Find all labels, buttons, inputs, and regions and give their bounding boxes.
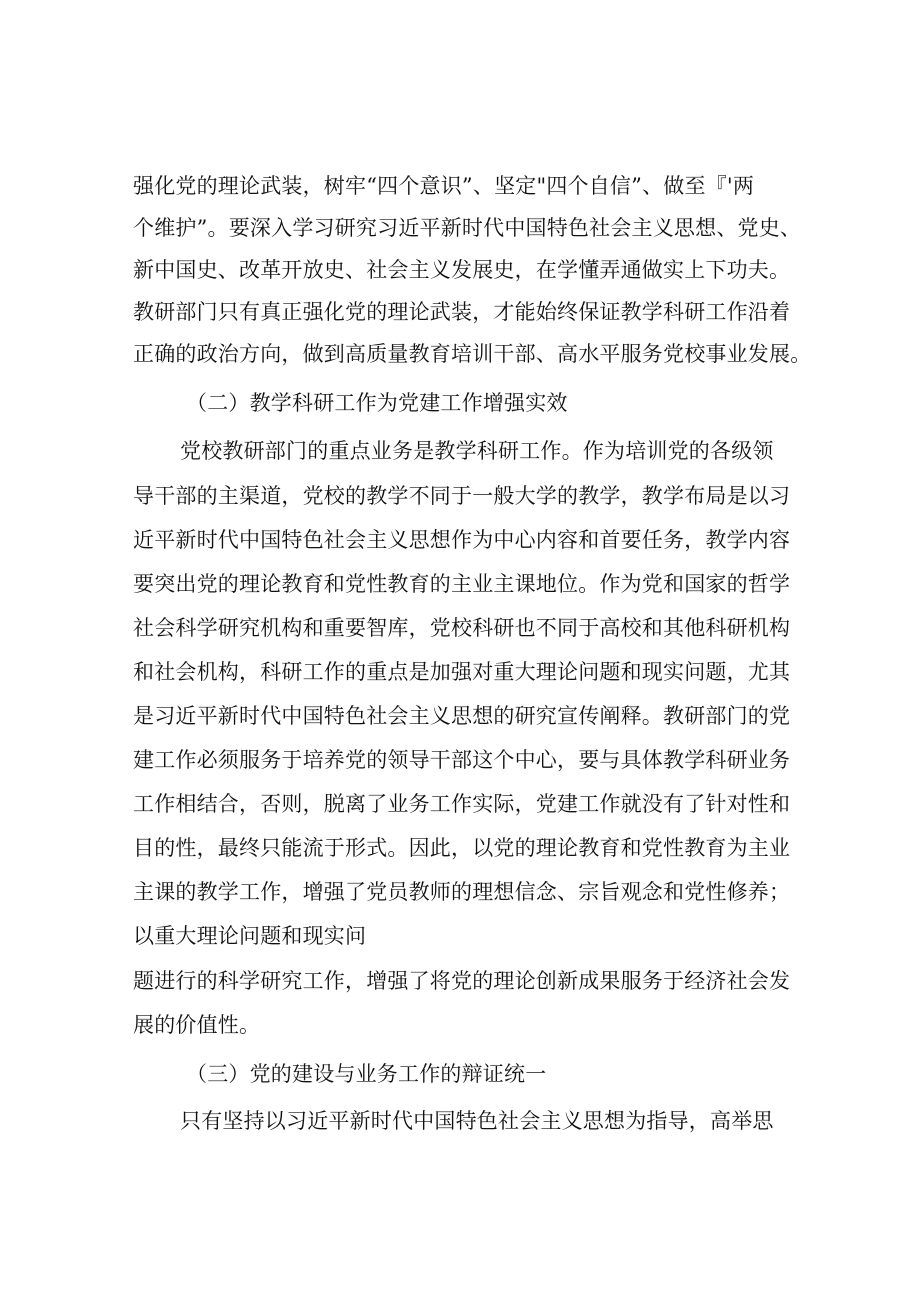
body-text-line: 和社会机构，科研工作的重点是加强对重大理论问题和现实问题，尤其 — [133, 660, 791, 684]
body-text-line: 强化党的理论武装，树牢“四个意识”、坚定"四个自信”、做至『'两 — [133, 174, 755, 198]
body-text-line: 工作相结合，否则，脱离了业务工作实际，党建工作就没有了针对性和 — [133, 792, 791, 816]
body-text-line: 目的性，最终只能流于形式。因此，以党的理论教育和党性教育为主业 — [133, 836, 791, 860]
body-text-line: 建工作必须服务于培养党的领导干部这个中心，要与具体教学科研业务 — [133, 748, 791, 772]
body-text-line: 是习近平新时代中国特色社会主义思想的研究宣传阐释。教研部门的党 — [133, 704, 791, 728]
body-text-line: 主课的教学工作，增强了党员教师的理想信念、宗旨观念和党性修养； — [133, 880, 791, 904]
body-text-line: 正确的政治方向，做到高质量教育培训干部、高水平服务党校事业发展。 — [133, 342, 812, 366]
body-text-line: 近平新时代中国特色社会主义思想作为中心内容和首要任务，教学内容 — [133, 528, 791, 552]
section-heading: （三）党的建设与业务工作的辩证统一 — [186, 1062, 547, 1086]
body-text-line: 教研部门只有真正强化党的理论武装，才能始终保证教学科研工作沿着 — [133, 300, 791, 324]
section-heading: （二）教学科研工作为党建工作增强实效 — [186, 391, 568, 415]
body-text-line: 导干部的主渠道，党校的教学不同于一般大学的教学，教学布局是以习 — [133, 484, 791, 508]
body-text-line: 社会科学研究机构和重要智库，党校科研也不同于高校和其他科研机构 — [133, 616, 791, 640]
body-text-line: 只有坚持以习近平新时代中国特色社会主义思想为指导，高举思 — [180, 1109, 774, 1133]
body-text-line: 要突出党的理论教育和党性教育的主业主课地位。作为党和国家的哲学 — [133, 572, 791, 596]
body-text-line: 展的价值性。 — [133, 1013, 261, 1037]
body-text-line: 个维护”。要深入学习研究习近平新时代中国特色社会主义思想、党史、 — [133, 216, 802, 240]
body-text-line: 新中国史、改革开放史、社会主义发展史，在学懂弄通做实上下功夫。 — [133, 258, 791, 282]
body-text-line: 以重大理论问题和现实问 — [133, 924, 367, 948]
body-text-line: 党校教研部门的重点业务是教学科研工作。作为培训党的各级领 — [180, 439, 774, 463]
body-text-line: 题进行的科学研究工作，增强了将党的理论创新成果服务于经济社会发 — [133, 969, 791, 993]
